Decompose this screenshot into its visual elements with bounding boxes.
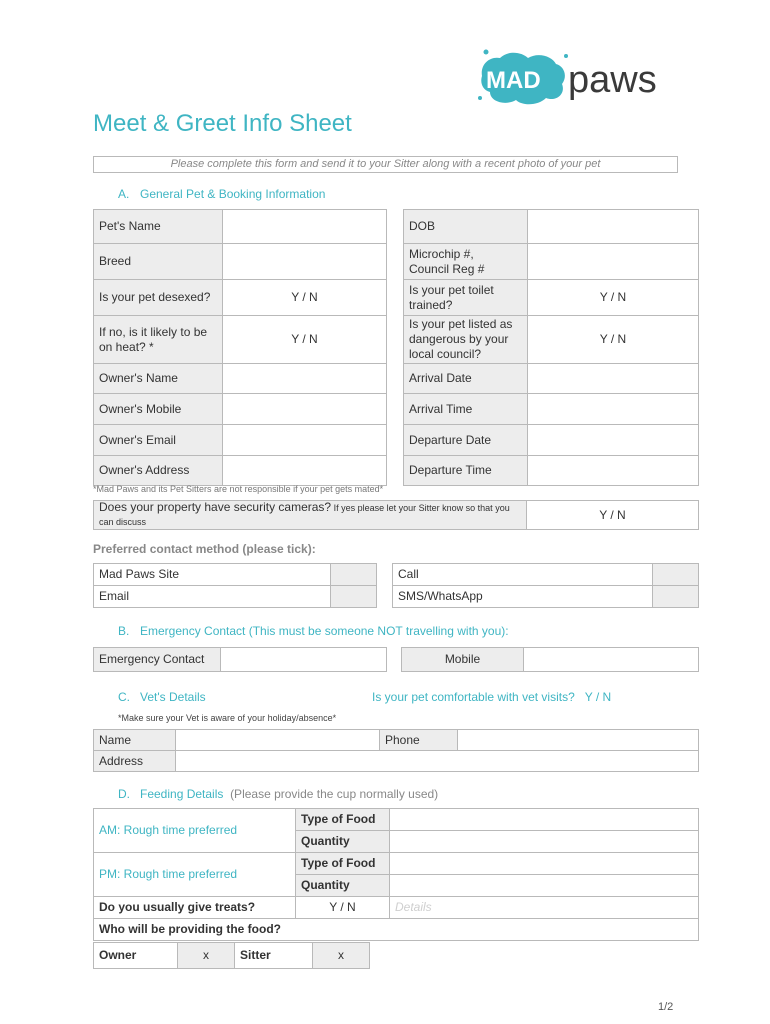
owner-address-label: Owner's Address <box>94 456 223 486</box>
page-number: 1/2 <box>658 1001 674 1013</box>
contact-mad-paws-site-checkbox[interactable] <box>331 564 377 586</box>
mad-paws-logo <box>478 46 678 110</box>
svg-text:MAD: MAD <box>486 67 541 94</box>
contact-email-checkbox[interactable] <box>331 586 377 608</box>
emergency-mobile-table <box>401 647 699 672</box>
instruction-box <box>93 156 678 173</box>
treats-yn[interactable]: Y / N <box>296 897 390 919</box>
section-a-title: General Pet & Booking Information <box>140 187 326 201</box>
cameras-question-text: Does your property have security cameras? <box>99 500 332 514</box>
contact-left-table <box>93 563 377 608</box>
page-title: Meet & Greet Info Sheet <box>93 110 352 137</box>
logo-splash-icon <box>478 46 678 110</box>
microchip-field[interactable] <box>528 244 699 280</box>
owner-address-field[interactable] <box>223 456 387 486</box>
general-info-left-table <box>93 209 387 486</box>
contact-call-label: Call <box>393 564 653 586</box>
pets-name-label: Pet's Name <box>94 210 223 244</box>
emergency-contact-label: Emergency Contact <box>94 648 221 672</box>
owner-mobile-field[interactable] <box>223 394 387 425</box>
treats-details-field[interactable]: Details <box>390 897 699 919</box>
emergency-mobile-field[interactable] <box>524 648 699 672</box>
am-quantity-label: Quantity <box>296 831 390 853</box>
owner-name-field[interactable] <box>223 364 387 394</box>
contact-right-table <box>392 563 699 608</box>
microchip-label: Microchip #, Council Reg # <box>404 244 528 280</box>
pm-type-field[interactable] <box>390 853 699 875</box>
arrival-time-field[interactable] <box>528 394 699 425</box>
section-d-heading <box>118 787 438 801</box>
provider-owner-label: Owner <box>94 943 178 969</box>
section-c-title: Vet's Details <box>140 690 206 704</box>
cameras-note-text: If yes please let your Sitter know so that you can discuss <box>99 503 510 527</box>
contact-call-checkbox[interactable] <box>653 564 699 586</box>
arrival-time-label: Arrival Time <box>404 394 528 425</box>
vet-visits-yn[interactable]: Y / N <box>584 690 612 704</box>
who-provides-food-label: Who will be providing the food? <box>94 919 699 941</box>
vet-name-field[interactable] <box>176 730 380 751</box>
vet-visits-question-text: Is your pet comfortable with vet visits? <box>372 690 575 704</box>
provider-sitter-checkbox[interactable]: x <box>313 943 370 969</box>
section-d-subtitle: (Please provide the cup normally used) <box>230 787 439 801</box>
am-quantity-field[interactable] <box>390 831 699 853</box>
dangerous-yn[interactable]: Y / N <box>528 316 699 364</box>
owner-mobile-label: Owner's Mobile <box>94 394 223 425</box>
emergency-contact-field[interactable] <box>221 648 387 672</box>
section-c-heading <box>118 690 206 704</box>
emergency-mobile-label: Mobile <box>402 648 524 672</box>
instruction-text: Please complete this form and send it to your Sitter along with a recent photo of your pet <box>170 158 601 170</box>
toilet-yn[interactable]: Y / N <box>528 280 699 316</box>
provider-owner-checkbox[interactable]: x <box>178 943 235 969</box>
feeding-table <box>93 808 699 941</box>
am-type-field[interactable] <box>390 809 699 831</box>
security-cameras-yn[interactable]: Y / N <box>527 501 699 530</box>
toilet-label: Is your pet toilet trained? <box>404 280 528 316</box>
departure-time-field[interactable] <box>528 456 699 486</box>
security-cameras-question <box>94 501 527 530</box>
contact-method-title: Preferred contact method (please tick): <box>93 542 316 556</box>
general-info-right-table <box>403 209 699 486</box>
vet-name-label: Name <box>94 730 176 751</box>
am-type-label: Type of Food <box>296 809 390 831</box>
breed-field[interactable] <box>223 244 387 280</box>
section-d-title: Feeding Details <box>140 787 224 801</box>
pm-quantity-label: Quantity <box>296 875 390 897</box>
vet-phone-label: Phone <box>380 730 458 751</box>
desexed-label: Is your pet desexed? <box>94 280 223 316</box>
provider-sitter-label: Sitter <box>235 943 313 969</box>
section-b-heading <box>118 624 509 638</box>
contact-mad-paws-site-label: Mad Paws Site <box>94 564 331 586</box>
svg-text:paws: paws <box>568 59 657 101</box>
section-a-heading <box>118 187 325 201</box>
breed-label: Breed <box>94 244 223 280</box>
section-d-letter: D. <box>118 787 130 801</box>
section-b-letter: B. <box>118 624 130 638</box>
vet-address-field[interactable] <box>176 751 699 772</box>
pm-time-label: PM: Rough time preferred <box>94 853 296 897</box>
vet-address-label: Address <box>94 751 176 772</box>
arrival-date-field[interactable] <box>528 364 699 394</box>
vet-note: *Make sure your Vet is aware of your holiday/absence* <box>118 713 337 723</box>
owner-name-label: Owner's Name <box>94 364 223 394</box>
arrival-date-label: Arrival Date <box>404 364 528 394</box>
pm-quantity-field[interactable] <box>390 875 699 897</box>
owner-email-label: Owner's Email <box>94 425 223 456</box>
departure-time-label: Departure Time <box>404 456 528 486</box>
section-a-letter: A. <box>118 187 130 201</box>
departure-date-field[interactable] <box>528 425 699 456</box>
heat-yn[interactable]: Y / N <box>223 316 387 364</box>
am-time-label: AM: Rough time preferred <box>94 809 296 853</box>
section-c-letter: C. <box>118 690 130 704</box>
departure-date-label: Departure Date <box>404 425 528 456</box>
emergency-contact-table <box>93 647 387 672</box>
contact-sms-label: SMS/WhatsApp <box>393 586 653 608</box>
contact-email-label: Email <box>94 586 331 608</box>
vet-visits-question <box>372 690 611 704</box>
owner-email-field[interactable] <box>223 425 387 456</box>
pm-type-label: Type of Food <box>296 853 390 875</box>
desexed-yn[interactable]: Y / N <box>223 280 387 316</box>
dangerous-label: Is your pet listed as dangerous by your local council? <box>404 316 528 364</box>
pets-name-field[interactable] <box>223 210 387 244</box>
vet-details-table <box>93 729 699 772</box>
section-b-title: Emergency Contact (This must be someone NOT travelling with you): <box>140 624 509 638</box>
contact-sms-checkbox[interactable] <box>653 586 699 608</box>
vet-phone-field[interactable] <box>458 730 699 751</box>
food-provider-table <box>93 942 370 969</box>
mating-disclaimer: *Mad Paws and its Pet Sitters are not responsible if your pet gets mated* <box>93 484 384 494</box>
security-cameras-table <box>93 500 699 530</box>
dob-field[interactable] <box>528 210 699 244</box>
treats-label: Do you usually give treats? <box>94 897 296 919</box>
heat-label: If no, is it likely to be on heat? * <box>94 316 223 364</box>
dob-label: DOB <box>404 210 528 244</box>
